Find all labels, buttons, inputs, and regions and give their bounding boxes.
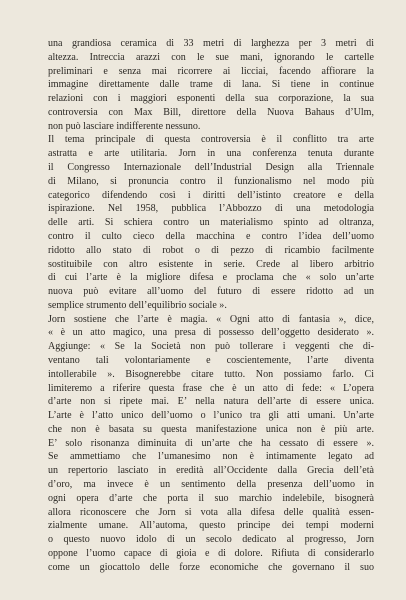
body-text <box>48 37 374 574</box>
text-line: « è un atto magico, una presa di possesso dell’oggetto desiderato ». <box>48 327 374 339</box>
text-line: semplice strumento dell’equilibrio sociale ». <box>48 299 227 311</box>
text-line: ridotto allo stato di robot o di pezzo di ricambio facilmente <box>48 244 374 256</box>
text-line: controversia con Max Bill, direttore della Nuova Bahaus d’Ulm, <box>48 106 374 118</box>
text-line: Aggiunge: « Se la Società non può tollerare i veggenti che di- <box>48 341 374 353</box>
text-line: altezza. Intreccia arazzi con le sue mani, ignorando le cartelle <box>48 51 374 63</box>
text-line: un repertorio lasciato in eredità all’Occidente dalla Grecia dell’età <box>48 465 374 477</box>
text-line: Jorn sostiene che l’arte è magia. « Ogni atto di fantasia », dice, <box>48 313 374 325</box>
text-line: preliminari e senza mai ricorrere ai licciai, facendo affiorare la <box>48 65 374 77</box>
text-line: una grandiosa ceramica di 33 metri di larghezza per 3 metri di <box>48 38 374 49</box>
text-line: di cui l’arte è la migliore difesa e proclama che « solo un’arte <box>48 272 374 284</box>
text-line: ispirazione. Nel 1958, pubblica l’Abbozzo di una metodologia <box>48 203 374 215</box>
text-line: o questo nuovo idolo di un secolo dedicato al progresso, Jorn <box>48 534 374 546</box>
text-line: oppone l’uomo capace di gioia e di dolore. Rifiuta di considerarlo <box>48 547 374 559</box>
text-line: immagine direttamente dalle trame di lana. Si tiene in continue <box>48 79 374 91</box>
text-line: di Milano, si pronuncia contro il funzionalismo nel modo più <box>48 175 374 187</box>
text-line: allora riconoscere che Jorn si vota alla difesa delle qualità essen- <box>48 506 374 518</box>
text-line: delle arti. Si schiera contro un materialismo spinto ad oltranza, <box>48 217 374 229</box>
text-line: nuova può evitare all’uomo del futuro di essere ridotto ad un <box>48 286 374 298</box>
text-line: relazioni con i maggiori esponenti della sua corporazione, la sua <box>48 93 374 105</box>
text-line: il Congresso Internazionale dell’Industrial Design alla Triennale <box>48 162 374 174</box>
text-line: zialmente umane. All’automa, questo principe dei tempi moderni <box>48 520 374 532</box>
text-line: contro il culto cieco della macchina e contro l’idea dell’uomo <box>48 230 374 242</box>
text-line: intollerabile ». Bisognerebbe citare tutto. Non possiamo farlo. Ci <box>48 368 374 380</box>
text-line: ventano tali volontariamente e coscientemente, l’arte diventa <box>48 354 374 366</box>
text-line: E’ solo risonanza diminuita di un’arte che ha cessato di essere ». <box>48 437 374 449</box>
text-line: che non è basata su questa manifestazione unica non è più arte. <box>48 423 374 435</box>
text-line: ogni opera d’arte che porta il suo marchio indelebile, bisognerà <box>48 492 374 504</box>
text-line: come un giocattolo delle forze economiche che governano il suo <box>48 561 374 573</box>
text-line: d’oro, ma invece è un sentimento della presenza dell’uomo in <box>48 479 374 490</box>
text-line: d’arte non si ripete mai. E’ nella natura dell’arte di essere unica. <box>48 396 374 408</box>
text-line: Se ammettiamo che l’umanesimo non è intimamente legato ad <box>48 451 374 463</box>
text-line: L’arte è l’atto unico dell’uomo o l’unico tra gli atti umani. Un’arte <box>48 410 374 422</box>
text-line: sostituibile con altro esistente in serie. Crede al libero arbitrio <box>48 258 374 270</box>
text-line: categorico difendendo così i diritti dell’istinto creatore e della <box>48 189 374 201</box>
text-line: Il tema principale di questa controversia è il conflitto tra arte <box>48 134 374 146</box>
text-line: non può lasciare indifferente nessuno. <box>48 120 201 132</box>
text-line: astratta e arte utilitaria. Jorn in una conferenza tenuta durante <box>48 148 374 160</box>
text-line: limiteremo a riferire questa frase che è un atto di fede: « L’opera <box>48 382 374 394</box>
